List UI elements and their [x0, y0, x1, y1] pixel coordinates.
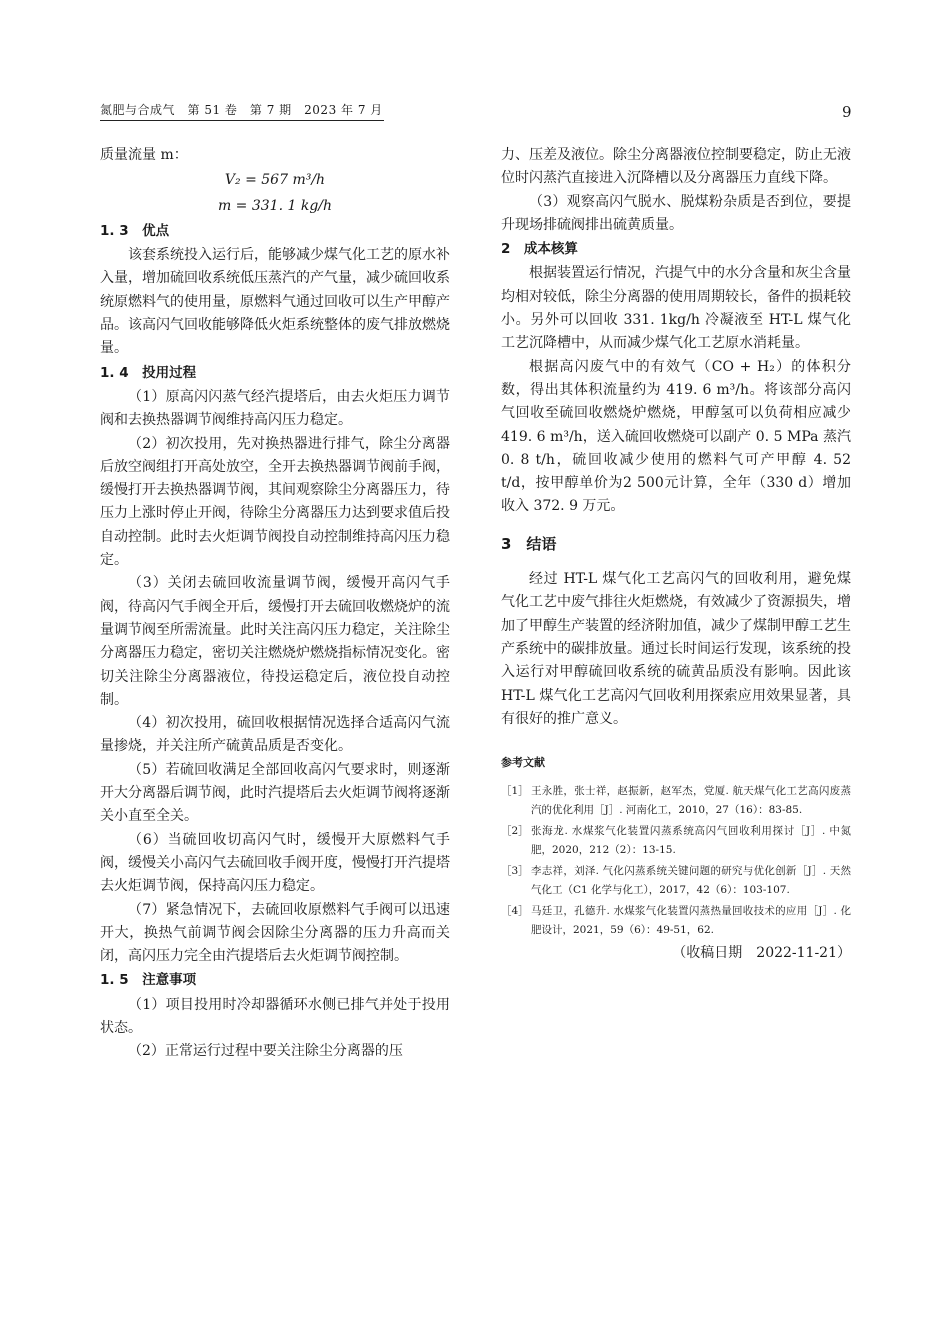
- running-header: 氮肥与合成气 第 51 卷 第 7 期 2023 年 7 月: [100, 103, 383, 117]
- section-1-4-item-2: （2）初次投用，先对换热器进行排气，除尘分离器后放空阀组打开高处放空，全开去换热器调节阀前手阀，缓慢打开去换热器调节阀，其间观察除尘分离器压力，待压力上涨时停止开阀，待除尘分离器压力达到要求值后投自动控制。此时去火炬调节阀投自动控制维持高闪压力稳定。: [100, 435, 450, 569]
- section-2-paragraph-2: 根据高闪废气中的有效气（CO + H₂）的体积分数，得出其体积流量约为 419. 6 m³/h。将该部分高闪气回收至硫回收燃烧炉燃烧，甲醇氢可以负荷相应减少 419. 6 m³/h，送入硫回收燃烧可以副产 0. 5 MPa 蒸汽 0. 8 t/h，硫回收减少使用的燃料气可产甲醇 4. 52 t/d，按甲醇单价为2 500元计算，全年（330 d）增加收入 372. 9 万元。: [501, 358, 851, 515]
- formula-intro: 质量流量 m：: [100, 147, 188, 163]
- section-1-4-item-7: （7）紧急情况下，去硫回收原燃料气手阀可以迅速开大，换热气前调节阀会因除尘分离器的压力升高而关闭，高闪压力完全由汽提塔后去火炬调节阀控制。: [100, 901, 450, 965]
- section-1-5-item-2: （2）正常运行过程中要关注除尘分离器的压: [128, 1043, 403, 1060]
- reference-text: 王永胜，张士祥，赵振新，赵军杰，党厦. 航天煤气化工艺高闪废蒸汽的优化利用［J］. 河南化工，2010，27（16）：83-85.: [531, 785, 851, 817]
- section-1-4-item-1: （1）原高闪闪蒸气经汽提塔后，由去火炬压力调节阀和去换热器调节阀维持高闪压力稳定。: [100, 388, 450, 429]
- reference-number: ［4］: [501, 905, 529, 918]
- section-1-4-item-5: （5）若硫回收满足全部回收高闪气要求时，则逐渐开大分离器后调节阀，此时汽提塔后去火炬调节阀将逐渐关小直至全关。: [100, 761, 450, 825]
- reference-item: [501, 822, 851, 860]
- section-1-4-item-3: （3）关闭去硫回收流量调节阀，缓慢开高闪气手阀，待高闪气手阀全开后，缓慢打开去硫回收燃烧炉的流量调节阀至所需流量。此时关注高闪压力稳定，关注除尘分离器压力稳定，密切关注燃烧炉燃烧指标情况变化。密切关注除尘分离器液位，待投运稳定后，液位投自动控制。: [100, 575, 450, 708]
- section-1-5-title: 1. 5 注意事项: [100, 972, 197, 989]
- reference-number: ［3］: [501, 865, 529, 878]
- section-1-3-title: 1. 3 优点: [100, 222, 170, 239]
- section-2-title: 2 成本核算: [501, 241, 578, 258]
- reference-number: ［2］: [501, 825, 529, 838]
- section-1-4-item-4: （4）初次投用，硫回收根据情况选择合适高闪气流量掺烧，并关注所产硫黄品质是否变化。: [100, 715, 450, 755]
- section-1-5-item-1: （1）项目投用时冷却器循环水侧已排气并处于投用状态。: [100, 996, 450, 1036]
- reference-item: [501, 782, 851, 820]
- references-title: 参考文献: [501, 756, 545, 770]
- reference-text: 马廷卫，孔德升. 水煤浆气化装置闪蒸热量回收技术的应用［J］. 化肥设计，2021，59（6）：49-51，62.: [531, 905, 851, 937]
- section-3-paragraph: 经过 HT-L 煤气化工艺高闪气的回收利用，避免煤气化工艺中废气排往火炬燃烧，有效减少了资源损失，增加了甲醇生产装置的经济附加值，减少了煤制甲醇工艺生产系统中的碳排放量。通过长时间运行发现，该系统的投入运行对甲醇硫回收系统的硫黄品质没有影响。因此该 HT-L 煤气化工艺高闪气回收利用探索应用效果显著，具有很好的推广意义。: [501, 571, 851, 727]
- section-3-title: 3 结语: [501, 534, 557, 553]
- section-1-3-paragraph: 该套系统投入运行后，能够减少煤气化工艺的原水补入量，增加硫回收系统低压蒸汽的产气量，减少硫回收系统原燃料气的使用量，原燃料气通过回收可以生产甲醇产品。该高闪气回收能够降低火炬系统整体的废气排放燃烧量。: [100, 247, 450, 357]
- reference-text: 李志祥，刘泽. 气化闪蒸系统关键问题的研究与优化创新［J］. 天然气化工（C1 化学与化工），2017，42（6）：103-107.: [531, 865, 851, 897]
- section-1-5-item-3: （3）观察高闪气脱水、脱煤粉杂质是否到位，要提升现场排硫阀排出硫黄质量。: [501, 193, 851, 233]
- reference-item: [501, 862, 851, 900]
- left-column: [100, 144, 450, 1064]
- page-number: 9: [842, 103, 852, 121]
- header-rule: [100, 120, 384, 121]
- reference-number: ［1］: [501, 785, 529, 798]
- formula-m: m = 331. 1 kg/h: [217, 197, 333, 214]
- received-date: （收稿日期 2022-11-21）: [672, 945, 851, 962]
- section-2-paragraph-1: 根据装置运行情况，汽提气中的水分含量和灰尘含量均相对较低，除尘分离器的使用周期较长，备件的损耗较小。另外可以回收 331. 1kg/h 冷凝液至 HT-L 煤气化工艺沉降槽中，从而减少煤气化工艺原水消耗量。: [501, 265, 851, 352]
- formula-v2: V₂ = 567 m³/h: [224, 172, 326, 189]
- section-1-4-title: 1. 4 投用过程: [100, 364, 197, 381]
- section-1-4-item-6: （6）当硫回收切高闪气时，缓慢开大原燃料气手阀，缓慢关小高闪气去硫回收手阀开度，慢慢打开汽提塔去火炬调节阀，保持高闪压力稳定。: [100, 831, 450, 895]
- right-column: [501, 144, 851, 966]
- section-1-5-item-2-continued: 力、压差及液位。除尘分离器液位控制要稳定，防止无液位时闪蒸汽直接进入沉降槽以及分离器压力直线下降。: [501, 147, 851, 187]
- reference-text: 张海龙. 水煤浆气化装置闪蒸系统高闪气回收利用探讨［J］. 中氮肥，2020，212（2）：13-15.: [531, 825, 851, 857]
- reference-item: [501, 902, 851, 940]
